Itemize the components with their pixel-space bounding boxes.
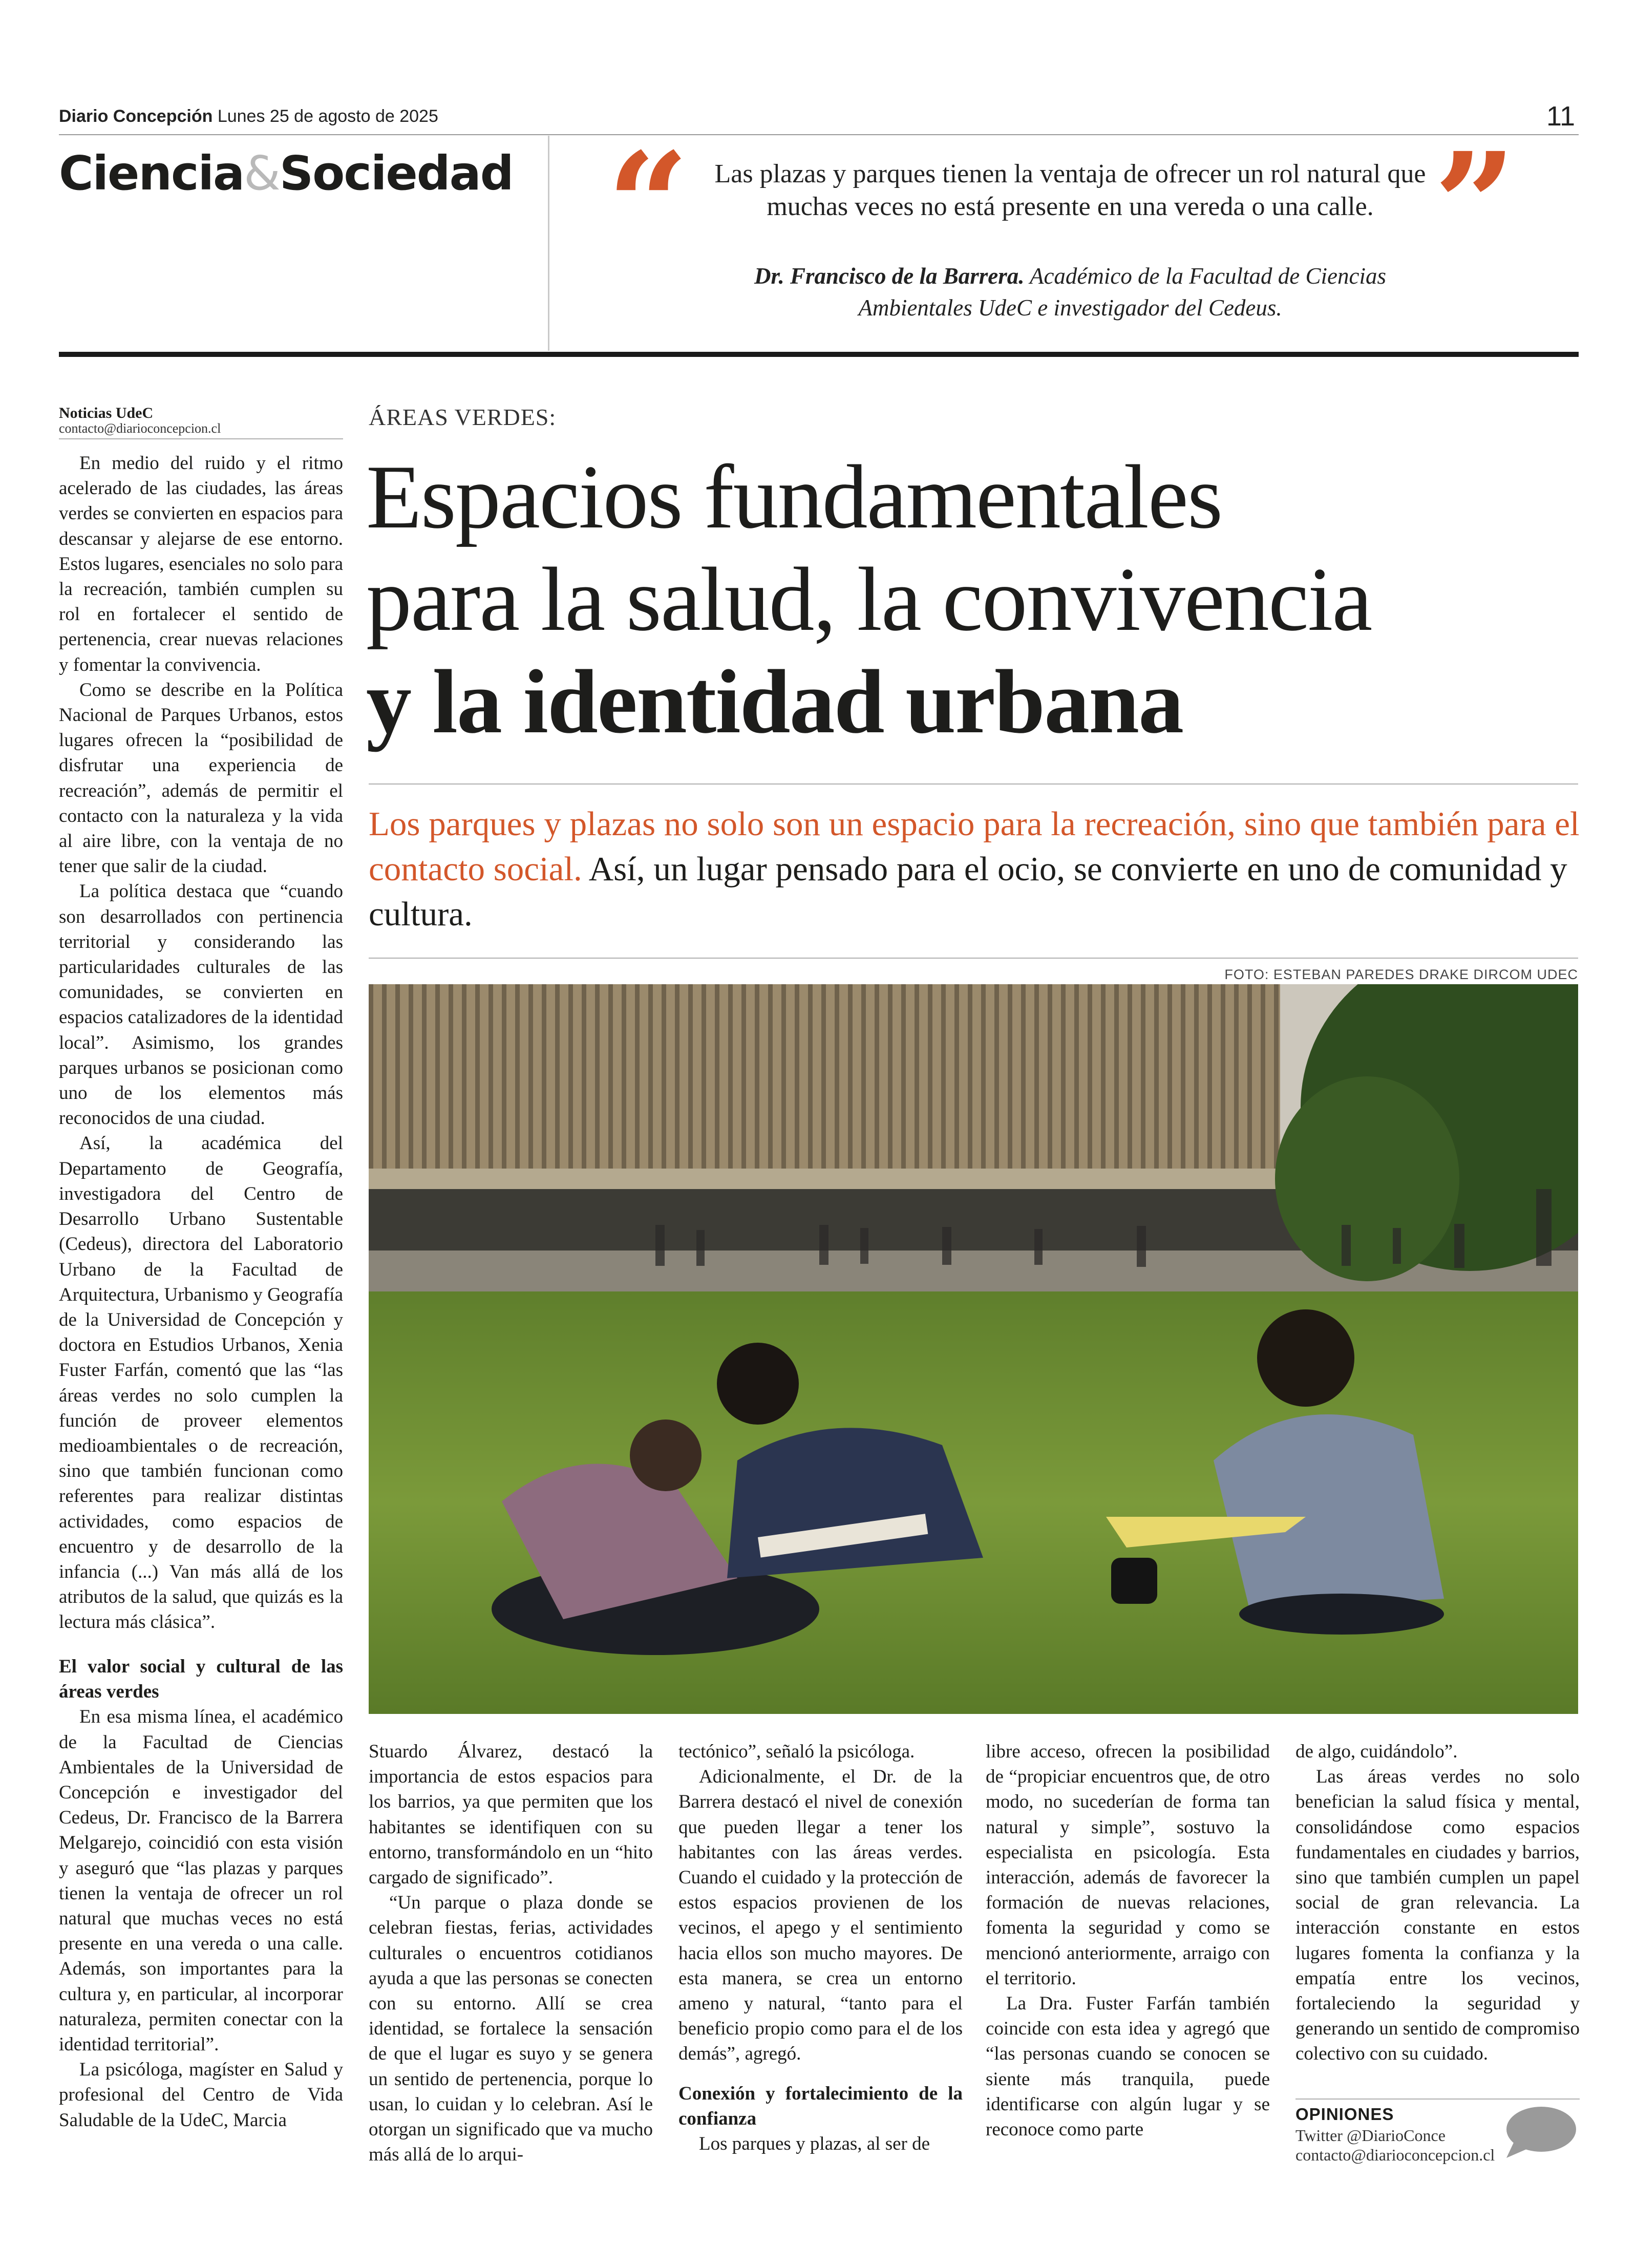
article-column-5 <box>1295 1739 1580 2067</box>
newspaper-name: Diario Concepción <box>59 107 213 126</box>
speech-bubble-icon <box>1504 2105 1579 2164</box>
masthead <box>59 107 438 126</box>
issue-date: Lunes 25 de agosto de 2025 <box>217 107 438 126</box>
section-title <box>59 146 513 201</box>
article-kicker: ÁREAS VERDES: <box>369 404 557 430</box>
paragraph: Como se describe en la Política Nacional de Parques Urbanos, estos lugares ofrecen la “posibilidad de disfrutar una experiencia de recreación”, además de permitir el contacto con la naturaleza y la vida al aire libre, con la ventaja de no tener que salir de la ciudad. <box>59 679 343 877</box>
paragraph: libre acceso, ofrecen la posibilidad de “propiciar encuentros que, de otro modo, no sucederían de forma tan natural y simple”, sostuvo la especialista en psicología. Esta interacción, además de favorecer la formación de nuevas relaciones, fomenta la seguridad y como se mencionó anteriormente, arraigo con el territorio. <box>986 1741 1270 1989</box>
section-title-part2: Sociedad <box>279 146 513 201</box>
article-column-2 <box>369 1739 653 2167</box>
paragraph: Así, la académica del Departamento de Geografía, investigadora del Centro de Desarrollo Urbano Sustentable (Cedeus), directora del Laboratorio Urbano de la Facultad de Arquitectura, Urbanismo y Geografía de la Universidad de Concepción y doctora en Estudios Urbanos, Xenia Fuster Farfán, comentó que las “las áreas verdes no solo cumplen la función de proveer elementos medioambientales o de recreación, sino que también funcionan como referentes para realizar distintas actividades, como espacios de encuentro y de desarrollo de la infancia (...) Van más allá de los atributos de la salud, que quizás es la lectura más clásica”. <box>59 1133 343 1633</box>
article-column-1 <box>59 451 343 1635</box>
photo-credit: FOTO: ESTEBAN PAREDES DRAKE DIRCOM UDEC <box>1224 967 1578 982</box>
paragraph: En esa misma línea, el académico de la Facultad de Ciencias Ambientales de la Universidad de Concepción e investigador del Cedeus, Dr. Francisco de la Barrera Melgarejo, coincidió con esta visión y aseguró que “las plazas y parques tienen la ventaja de ofrecer un rol natural que muchas veces no está presente en una vereda o una calle. Además, son importantes para la cultura y, en particular, al incorporar naturaleza, permiten conectar con la identidad territorial”. <box>59 1706 343 2055</box>
paragraph: tectónico”, señaló la psicóloga. <box>678 1741 915 1762</box>
article-photo <box>369 984 1578 1714</box>
subheading: Conexión y fortalecimiento de la confianza <box>678 2083 963 2129</box>
subheading: El valor social y cultural de las áreas verdes <box>59 1656 343 1703</box>
pullquote-text: Las plazas y parques tienen la ventaja de ofrecer un rol natural que muchas veces no está presente en una vereda o una calle. <box>714 159 1426 221</box>
opinions-title: OPINIONES <box>1295 2105 1394 2124</box>
byline-email: contacto@diarioconcepcion.cl <box>59 421 221 436</box>
deck-text: Así, un lugar pensado para el ocio, se convierte en uno de comunidad y cultura. <box>369 850 1567 933</box>
paragraph: “Un parque o plaza donde se celebran fiestas, ferias, actividades culturales o encuentros cotidianos ayuda a que las personas se conecten con su entorno. Allí se crea identidad, se fortalece la sensación de que el lugar es suyo y se genera un sentido de pertenencia, porque lo usan, lo cuidan y lo celebran. Así le otorgan un significado que va mucho más allá de lo arqui- <box>369 1892 653 2166</box>
header-rule <box>59 134 1579 135</box>
opinions-email: contacto@diarioconcepcion.cl <box>1295 2146 1495 2164</box>
paragraph: Stuardo Álvarez, destacó la importancia de estos espacios para los barrios, ya que permiten que los habitantes se identifiquen con su entorno, transformándolo en un “hito cargado de significado”. <box>369 1741 653 1889</box>
paragraph: En medio del ruido y el ritmo acelerado de las ciudades, las áreas verdes se convierten en espacios para descansar y alejarse de ese entorno. Estos lugares, esenciales no solo para la recreación, también cumplen su rol en fortalecer el sentido de pertenencia, crear nuevas relaciones y fomentar la convivencia. <box>59 453 343 675</box>
deck-highlight: Los parques y plazas no solo son un espacio para la recreación, sino que también para el contacto social. <box>369 805 1580 888</box>
byline-name: Noticias UdeC <box>59 405 154 421</box>
headline <box>366 446 1580 753</box>
paragraph: La Dra. Fuster Farfán también coincide con esta idea y agregó que “las personas cuando se conocen se siente más tranquila, puede identificarse con algún lugar y se reconoce como parte <box>986 1993 1270 2140</box>
article-column-4 <box>986 1739 1270 2142</box>
article-deck <box>369 801 1587 937</box>
deck-rule-bottom <box>369 958 1578 959</box>
pullquote-author: Dr. Francisco de la Barrera. <box>754 263 1025 289</box>
header-thick-rule <box>59 352 1579 357</box>
page-number: 11 <box>1546 101 1576 132</box>
section-title-ampersand: & <box>244 146 280 201</box>
article-column-1-continued <box>59 1654 343 2133</box>
opinions-twitter: Twitter @DiarioConce <box>1295 2126 1446 2145</box>
paragraph: Los parques y plazas, al ser de <box>699 2133 930 2155</box>
pullquote-role: Académico de la Facultad de Ciencias Ambientales UdeC e investigador del Cedeus. <box>858 263 1387 321</box>
paragraph: La psicóloga, magíster en Salud y profesional del Centro de Vida Saludable de la UdeC, Marcia <box>59 2059 343 2131</box>
paragraph: Las áreas verdes no solo benefician la salud física y mental, consolidándose como espacios fundamentales en ciudades y barrios, sino que también cumplen un papel social de gran relevancia. La interacción constante en estos lugares fomenta la confianza y la empatía entre los vecinos, fortaleciendo la seguridad y generando un sentido de compromiso colectivo con su cuidado. <box>1295 1766 1580 2065</box>
header-divider <box>548 136 549 351</box>
byline-rule <box>59 438 343 439</box>
section-title-part1: Ciencia <box>59 146 244 201</box>
paragraph: de algo, cuidándolo”. <box>1295 1741 1458 1762</box>
park-students-photo <box>369 984 1578 1714</box>
close-quote-icon: ” <box>1434 121 1517 290</box>
headline-line-3: y la identidad urbana <box>366 651 1183 752</box>
article-column-3 <box>678 1739 963 2156</box>
open-quote-icon: “ <box>607 121 690 290</box>
headline-line-1: Espacios fundamentales <box>366 446 1222 547</box>
pullquote-attribution <box>712 260 1429 324</box>
headline-line-2: para la salud, la convivencia <box>366 548 1372 650</box>
paragraph: Adicionalmente, el Dr. de la Barrera destacó el nivel de conexión que pueden llegar a tener los habitantes con las áreas verdes. Cuando el cuidado y la protección de estos espacios provienen de los vecinos, el apego y el sentimiento hacia ellos son mucho mayores. De esta manera, se crea un entorno ameno y natural, “tanto para el beneficio propio como para el de los demás”, agregó. <box>678 1766 963 2065</box>
deck-rule-top <box>369 783 1578 785</box>
paragraph: La política destaca que “cuando son desarrollados con pertinencia territorial y considerando las particularidades culturales de las comunidades, se convierten en espacios catalizadores de la identidad local”. Asimismo, los grandes parques urbanos se posicionan como uno de los elementos más reconocidos de una ciudad. <box>59 881 343 1129</box>
opinions-rule <box>1295 2099 1580 2100</box>
